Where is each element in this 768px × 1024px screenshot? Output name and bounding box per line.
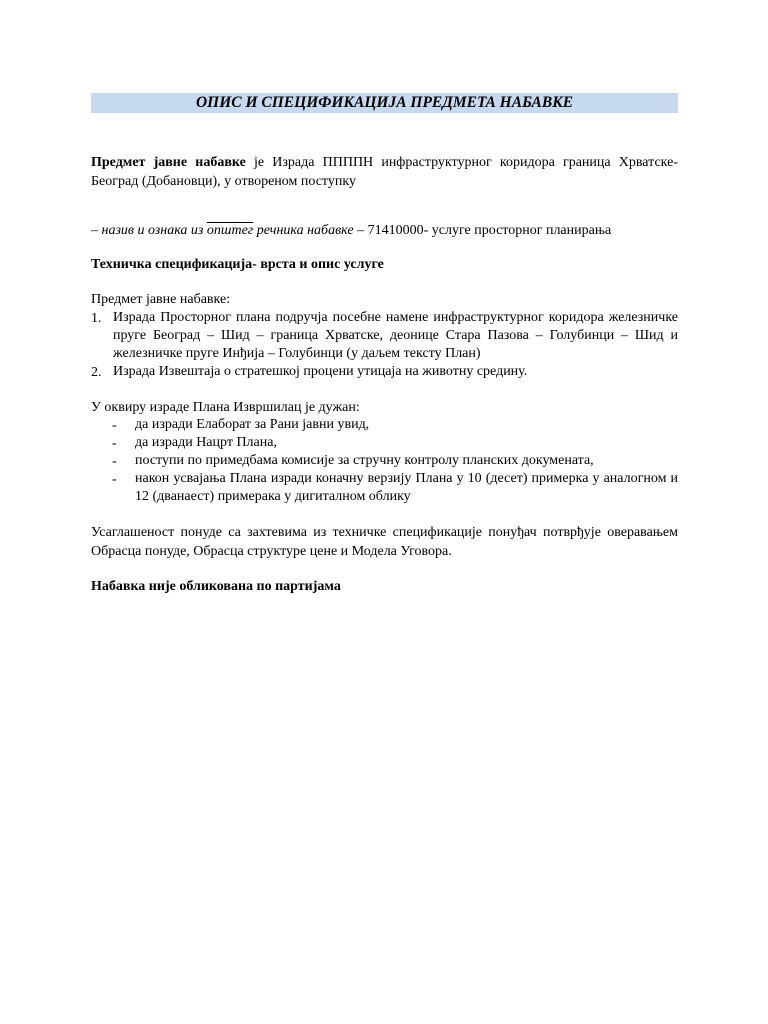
vocab-italic-d: те: [231, 223, 248, 238]
dash-list-item: [91, 416, 678, 434]
numbered-list-item: [91, 309, 678, 363]
vocab-italic-c: ш: [220, 223, 232, 238]
vocab-italic-e: г: [247, 223, 254, 238]
dash-marker: -: [112, 418, 117, 433]
dash-marker: -: [112, 472, 117, 487]
lots-note: Набавка није обликована по партијама: [91, 579, 341, 594]
dash-marker: -: [112, 454, 117, 469]
vocab-italic-b: оп: [206, 223, 221, 238]
vocabulary-line: [91, 221, 678, 240]
vocab-italic-f: речника набавке: [253, 223, 354, 238]
page-title: ОПИС И СПЕЦИФИКАЦИЈА ПРЕДМЕТА НАБАВКЕ: [91, 93, 678, 113]
dash-item-text: након усвајања Плана изради коначну верзију Плана у 10 (десет) примерка у аналогном и 12 (дванаест) примерака у дигиталном облику: [135, 471, 678, 504]
list-number: 1.: [91, 311, 102, 326]
vocab-italic-a: назив и ознака из: [101, 223, 207, 238]
dash-list-item: [91, 452, 678, 470]
list-item-text: Израда Извештаја о стратешкој процени утицаја на животну средину.: [113, 364, 528, 379]
vocab-rest: – 71410000- услуге просторног планирања: [353, 223, 612, 238]
duties-intro: У оквиру израде Плана Извршилац је дужан:: [91, 400, 360, 415]
dash-list-item: [91, 434, 678, 452]
subject-paragraph: [91, 153, 678, 191]
vocab-prefix: –: [91, 223, 102, 238]
list-number: 2.: [91, 365, 102, 380]
numbered-list-item: [91, 363, 678, 381]
list-item-text: Израда Просторног плана подручја посебне намене инфраструктурног коридора железничке пруге Београд – Шид – граница Хрватске, деонице Стара Пазова – Голубинци – Шид и железничке пруге Инђија – Голубинци (у даљем тексту План): [113, 310, 678, 361]
subject-label: Предмет јавне набавке: [91, 155, 246, 170]
compliance-paragraph: Усаглашеност понуде са захтевима из техничке спецификације понуђач потврђује оверавањем Обрасца понуде, Обрасца структуре цене и Модела Уговора.: [91, 525, 678, 559]
dash-marker: -: [112, 436, 117, 451]
dash-item-text: поступи по примедбама комисије за стручну контролу планских докумената,: [135, 453, 594, 468]
subject-intro: Предмет јавне набавке:: [91, 292, 231, 307]
subject-text: је Израда ППППН инфраструктурног коридора граница Хрватске-Београд (Добановци), у отвореном поступку: [91, 155, 678, 189]
dash-item-text: да изради Елаборат за Рани јавни увид,: [135, 417, 370, 432]
tech-spec-heading: Техничка спецификација- врста и опис услуге: [91, 257, 384, 272]
dash-item-text: да изради Нацрт Плана,: [135, 435, 277, 450]
dash-list-item: [91, 470, 678, 506]
